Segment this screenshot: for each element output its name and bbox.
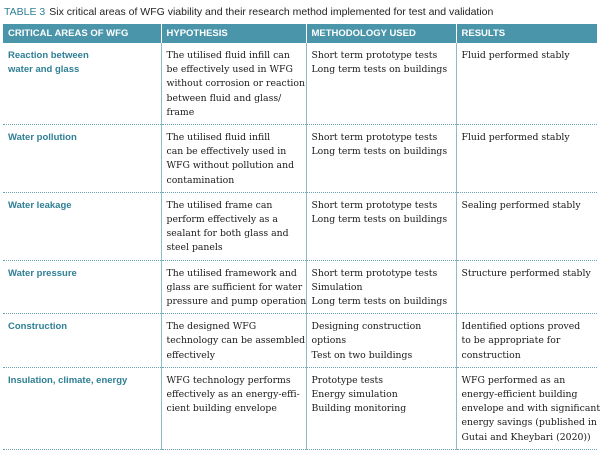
cell-line: Designing construction	[311, 321, 422, 333]
header-row	[3, 24, 597, 43]
cell-line: Structure performed stably	[461, 267, 591, 279]
cell-line: options	[311, 335, 347, 347]
cell-line: Reaction between	[8, 50, 89, 61]
table-caption	[4, 5, 596, 19]
cell-line: Long term tests on buildings	[311, 296, 448, 308]
methodology-cell	[306, 43, 456, 125]
header-critical-areas: CRITICAL AREAS OF WFG	[3, 24, 161, 43]
header-hypothesis: HYPOTHESIS	[161, 24, 306, 43]
cell-line: between fluid and glass/	[166, 92, 282, 104]
cell-line: frame	[166, 106, 195, 118]
cell-line: Fluid performed stably	[461, 132, 570, 144]
area-cell	[3, 367, 161, 449]
cell-line: cient building envelope	[166, 403, 277, 415]
table-row	[3, 43, 597, 125]
hypothesis-cell	[161, 260, 306, 314]
methodology-cell	[306, 125, 456, 193]
cell-line: can be effectively used in	[166, 146, 287, 158]
results-cell	[456, 314, 597, 368]
cell-line: Gutai and Kheybari (2020))	[461, 431, 591, 443]
cell-line: Prototype tests	[311, 374, 384, 386]
cell-line: glass are sufficient for water	[166, 281, 303, 293]
cell-line: effectively	[166, 349, 216, 361]
methodology-cell	[306, 260, 456, 314]
cell-line: water and glass	[8, 64, 80, 76]
cell-line: envelope and with significant	[461, 403, 600, 415]
methodology-cell	[306, 314, 456, 368]
cell-line: energy savings (published in	[461, 417, 597, 429]
hypothesis-cell	[161, 43, 306, 125]
cell-line: Fluid performed stably	[461, 50, 570, 61]
results-cell	[456, 367, 600, 449]
table-title: Six critical areas of WFG viability and their research method implemented for test and validation	[49, 6, 494, 18]
cell-line: Water leakage	[8, 199, 72, 211]
cell-line: The utilised framework and	[166, 267, 297, 279]
cell-line: without corrosion or reaction	[166, 78, 305, 90]
header-results: RESULTS	[456, 24, 597, 43]
cell-line: The utilised fluid infill	[166, 132, 271, 144]
table-row	[3, 260, 597, 314]
cell-line: Energy simulation	[311, 389, 398, 401]
methodology-cell	[306, 367, 456, 449]
cell-line: Sealing performed stably	[461, 199, 581, 211]
cell-line: The designed WFG	[166, 321, 257, 333]
cell-line: The utilised frame can	[166, 199, 273, 211]
area-cell	[3, 314, 161, 368]
cell-line: Construction	[8, 321, 68, 333]
cell-line: technology can be assembled	[166, 335, 306, 347]
cell-line: Test on two buildings	[311, 349, 413, 361]
methodology-cell	[306, 192, 456, 260]
cell-line: Long term tests on buildings	[311, 64, 448, 76]
area-cell	[3, 192, 161, 260]
cell-line: Short term prototype tests	[311, 132, 438, 144]
cell-line: perform effectively as a	[166, 214, 278, 226]
cell-line: energy-efficient building	[461, 389, 578, 401]
cell-line: Building monitoring	[311, 403, 407, 415]
area-cell	[3, 260, 161, 314]
area-cell	[3, 125, 161, 193]
cell-line: construction	[461, 349, 521, 361]
cell-line: be effectively used in WFG	[166, 64, 293, 76]
results-cell	[456, 260, 597, 314]
cell-line: The utilised fluid infill can	[166, 50, 290, 61]
results-cell	[456, 125, 597, 193]
header-methodology: METHODOLOGY USED	[306, 24, 456, 43]
cell-line: steel panels	[166, 242, 223, 254]
cell-line: pressure and pump operation	[166, 296, 307, 308]
hypothesis-cell	[161, 367, 306, 449]
table-row	[3, 125, 597, 193]
cell-line: to be appropriate for	[461, 335, 561, 347]
cell-line: effectively as an energy-effi-	[166, 389, 300, 401]
results-cell	[456, 43, 597, 125]
cell-line: Simulation	[311, 281, 363, 293]
hypothesis-cell	[161, 125, 306, 193]
cell-line: WFG technology performs	[166, 374, 291, 386]
table-row	[3, 314, 597, 368]
table-label: TABLE 3	[4, 6, 46, 18]
cell-line: Short term prototype tests	[311, 199, 438, 211]
table-row	[3, 192, 597, 260]
cell-line: Water pollution	[8, 132, 77, 144]
cell-line: Insulation, climate, energy	[8, 374, 128, 386]
cell-line: Identified options proved	[461, 321, 581, 333]
cell-line: Long term tests on buildings	[311, 146, 448, 158]
hypothesis-cell	[161, 314, 306, 368]
cell-line: Long term tests on buildings	[311, 214, 448, 226]
cell-line: WFG performed as an	[461, 374, 566, 386]
area-cell	[3, 43, 161, 125]
wfg-critical-areas-table	[3, 24, 600, 450]
cell-line: sealant for both glass and	[166, 228, 289, 240]
cell-line: Short term prototype tests	[311, 267, 438, 279]
hypothesis-cell	[161, 192, 306, 260]
cell-line: Water pressure	[8, 267, 77, 279]
cell-line: WFG without pollution and	[166, 160, 295, 172]
results-cell	[456, 192, 597, 260]
cell-line: Short term prototype tests	[311, 50, 438, 61]
table-row	[3, 367, 597, 449]
cell-line: contamination	[166, 174, 235, 186]
